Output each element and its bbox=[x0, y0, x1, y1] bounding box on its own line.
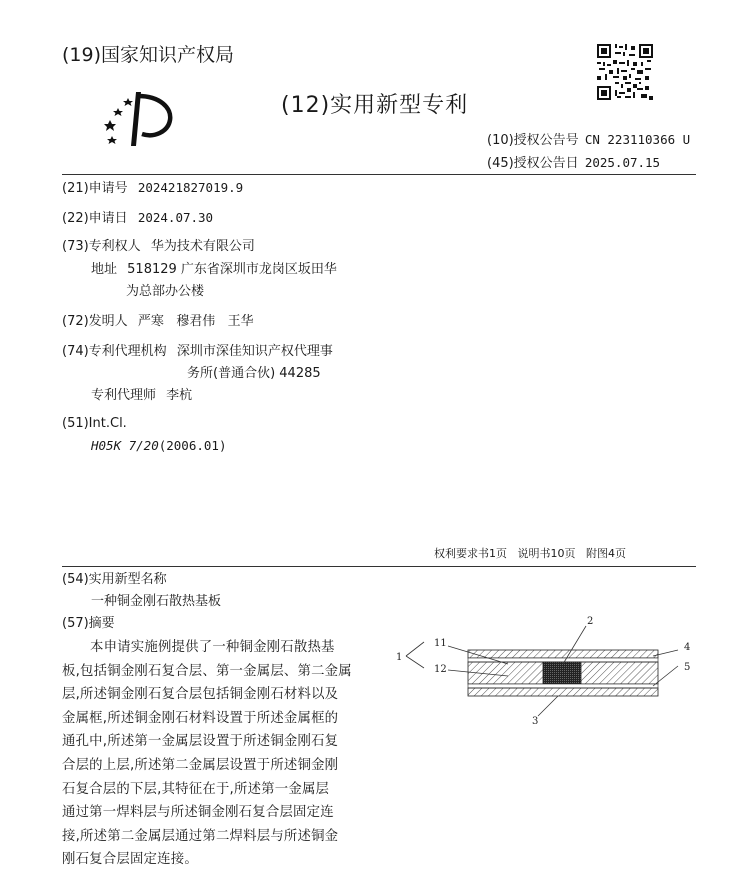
address-label: 地址 bbox=[91, 262, 118, 277]
abstract-figure bbox=[388, 612, 708, 732]
abstract-line: 接,所述第二金属层通过第二焊料层与所述铜金 bbox=[62, 828, 339, 844]
substrate-layers bbox=[468, 650, 658, 696]
agency bbox=[62, 344, 333, 360]
agent-value: 李杭 bbox=[166, 388, 193, 403]
publication-date-label: (45)授权公告日 bbox=[487, 156, 579, 171]
agency-label: (74)专利代理机构 bbox=[62, 344, 167, 359]
abstract-line: 板,包括铜金刚石复合层、第一金属层、第二金属 bbox=[62, 663, 352, 679]
figure-label-12: 12 bbox=[434, 664, 447, 675]
application-number bbox=[62, 180, 243, 197]
agent bbox=[91, 388, 192, 404]
publication-number bbox=[487, 132, 690, 149]
application-date-label: (22)申请日 bbox=[62, 211, 128, 226]
qr-code bbox=[597, 44, 653, 100]
abstract-text bbox=[62, 636, 374, 872]
figure-label-11: 11 bbox=[434, 638, 447, 649]
patentee-label: (73)专利权人 bbox=[62, 239, 141, 254]
publication-date-value: 2025.07.15 bbox=[584, 155, 661, 170]
agency-line1: 深圳市深佳知识产权代理事 bbox=[176, 344, 333, 359]
abstract-line: 石复合层的下层,其特征在于,所述第一金属层 bbox=[62, 781, 330, 797]
patentee-value: 华为技术有限公司 bbox=[150, 239, 255, 254]
ipc-year: (2006.01) bbox=[158, 438, 227, 453]
title-label: (54)实用新型名称 bbox=[62, 572, 167, 587]
application-number-value: 202421827019.9 bbox=[137, 180, 244, 195]
abstract-line: 合层的上层,所述第二金属层设置于所述铜金刚 bbox=[62, 757, 339, 773]
abstract-line: 金属框,所述铜金刚石材料设置于所述金属框的 bbox=[62, 710, 339, 726]
agent-label: 专利代理师 bbox=[91, 388, 157, 403]
header-divider bbox=[62, 174, 696, 175]
pages-info: 权利要求书1页 说明书10页 附图4页 bbox=[434, 547, 626, 560]
figure-label-3: 3 bbox=[532, 716, 539, 727]
application-date-value: 2024.07.30 bbox=[137, 210, 214, 225]
inventors bbox=[62, 314, 254, 330]
figure-label-5: 5 bbox=[684, 662, 691, 673]
agency-line2: 务所(普通合伙) 44285 bbox=[187, 366, 321, 381]
inventors-value: 严寒 穆君伟 王华 bbox=[137, 314, 254, 329]
abstract-line: 层,所述铜金刚石复合层包括铜金刚石材料以及 bbox=[62, 687, 339, 703]
publication-date bbox=[487, 155, 660, 172]
patentee bbox=[62, 239, 255, 255]
abstract-line: 刚石复合层固定连接。 bbox=[62, 852, 198, 868]
cnipa-logo bbox=[98, 90, 178, 146]
abstract-label: (57)摘要 bbox=[62, 616, 115, 631]
abstract-divider bbox=[62, 566, 696, 567]
abstract-line: 本申请实施例提供了一种铜金刚石散热基 bbox=[90, 640, 335, 655]
publication-number-value: CN 223110366 U bbox=[584, 132, 691, 147]
abstract-line: 通孔中,所述第一金属层设置于所述铜金刚石复 bbox=[62, 734, 339, 750]
application-date bbox=[62, 210, 213, 227]
document-type-title: (12)实用新型专利 bbox=[281, 93, 469, 118]
ipc-code: H05K 7/20 bbox=[91, 438, 159, 453]
office-name: (19)国家知识产权局 bbox=[62, 44, 235, 66]
figure-label-1: 1 bbox=[396, 652, 403, 663]
ipc-classification bbox=[91, 438, 226, 455]
figure-label-2: 2 bbox=[587, 616, 594, 627]
abstract-line: 通过第一焊料层与所述铜金刚石复合层固定连 bbox=[62, 805, 334, 821]
address-line1: 518129 广东省深圳市龙岗区坂田华 bbox=[127, 262, 337, 277]
address bbox=[91, 262, 337, 278]
ipc-label: (51)Int.Cl. bbox=[62, 416, 127, 431]
utility-model-title: 一种铜金刚石散热基板 bbox=[91, 594, 222, 609]
application-number-label: (21)申请号 bbox=[62, 181, 128, 196]
publication-number-label: (10)授权公告号 bbox=[487, 133, 579, 148]
figure-label-4: 4 bbox=[684, 642, 691, 653]
address-line2: 为总部办公楼 bbox=[126, 284, 205, 299]
inventors-label: (72)发明人 bbox=[62, 314, 128, 329]
